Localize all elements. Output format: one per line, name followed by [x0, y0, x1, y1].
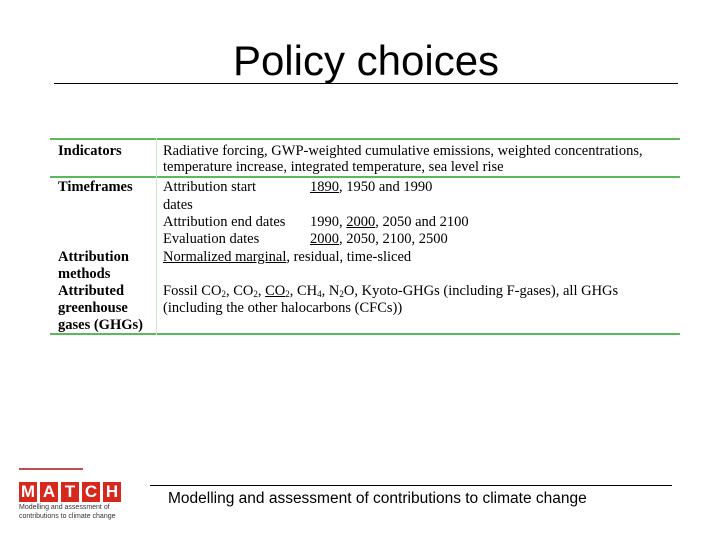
methods-value [163, 249, 411, 266]
evaluation-dates-value [310, 231, 448, 248]
attribution-start-value [310, 179, 432, 196]
subscript: 2 [221, 289, 226, 299]
subscript: 2 [253, 289, 258, 299]
title-underline [54, 83, 678, 84]
evaluation-dates-label: Evaluation dates [163, 231, 260, 247]
end-value-default: 2000 [346, 214, 376, 230]
subscript: 4 [317, 289, 322, 299]
ghg-fossil-co2: Fossil CO [163, 283, 222, 299]
table-top-rule [50, 138, 680, 140]
eval-value-rest: , 2050, 2100, 2500 [339, 231, 448, 247]
logo-letter-m: M [20, 482, 36, 501]
end-value-b: , 2050 and 2100 [375, 214, 469, 230]
policy-table [50, 138, 680, 335]
indicators-value-line-2: temperature increase, integrated temperature, sea level rise [163, 159, 504, 175]
row-header-indicators: Indicators [58, 143, 122, 159]
methods-rest: , residual, time-sliced [286, 249, 412, 265]
ghg-co2-default [265, 283, 290, 299]
row-header-timeframes: Timeframes [58, 179, 133, 195]
separator: , [225, 283, 234, 299]
start-value-rest: , 1950 and 1990 [339, 179, 433, 195]
indicators-value-line-1: Radiative forcing, GWP-weighted cumulative emissions, weighted concentrations, [163, 143, 643, 159]
match-logo [16, 468, 126, 524]
separator: , [289, 283, 297, 299]
logo-top-bar [19, 468, 83, 470]
ghgs-value-line-1 [163, 283, 618, 300]
eval-value-default: 2000 [310, 231, 339, 247]
row-header-ghgs-1: Attributed [58, 283, 125, 299]
logo-tagline [19, 504, 125, 521]
ghg-n2o-end: O [343, 283, 355, 299]
subscript: 2 [285, 289, 290, 299]
row-header-methods-1: Attribution [58, 249, 129, 265]
row-header-ghgs-2: greenhouse [58, 300, 128, 316]
separator: , [257, 283, 266, 299]
logo-letters [19, 482, 124, 502]
attribution-start-label-1: Attribution start [163, 179, 257, 195]
logo-tagline-line-1: Modelling and assessment of [19, 504, 110, 511]
table-bottom-rule [50, 333, 680, 335]
table-column-divider [156, 138, 157, 335]
ghg-co2: CO [233, 283, 254, 299]
attribution-start-label-2: dates [163, 197, 193, 213]
methods-default: Normalized marginal [163, 249, 287, 265]
ghg-co2-default-text: CO [265, 283, 286, 299]
logo-letter-h: H [103, 482, 121, 502]
slide-title: Policy choices [232, 37, 500, 84]
attribution-end-value [310, 214, 469, 231]
ghg-kyoto: , Kyoto-GHGs (including F-gases), all GHGs [354, 283, 619, 299]
footer-rule [150, 485, 672, 486]
row-header-methods-2: methods [58, 266, 111, 282]
end-value-a: 1990, [310, 214, 347, 230]
ghg-n2o: N [328, 283, 340, 299]
logo-letter-c: C [82, 482, 100, 502]
separator: , [321, 283, 329, 299]
ghgs-value-line-2: (including the other halocarbons (CFCs)) [163, 300, 403, 316]
logo-letter-a: A [40, 482, 58, 502]
ghg-ch4: CH [297, 283, 318, 299]
logo-tagline-line-2: contributions to climate change [19, 512, 116, 520]
attribution-end-label: Attribution end dates [163, 214, 286, 230]
subscript: 2 [339, 289, 344, 299]
logo-letter-t: T [61, 482, 79, 502]
start-value-default: 1890 [310, 179, 339, 195]
table-row-rule [50, 176, 680, 178]
footer-text: Modelling and assessment of contributions to climate change [168, 490, 587, 507]
row-header-ghgs-3: gases (GHGs) [58, 317, 143, 333]
